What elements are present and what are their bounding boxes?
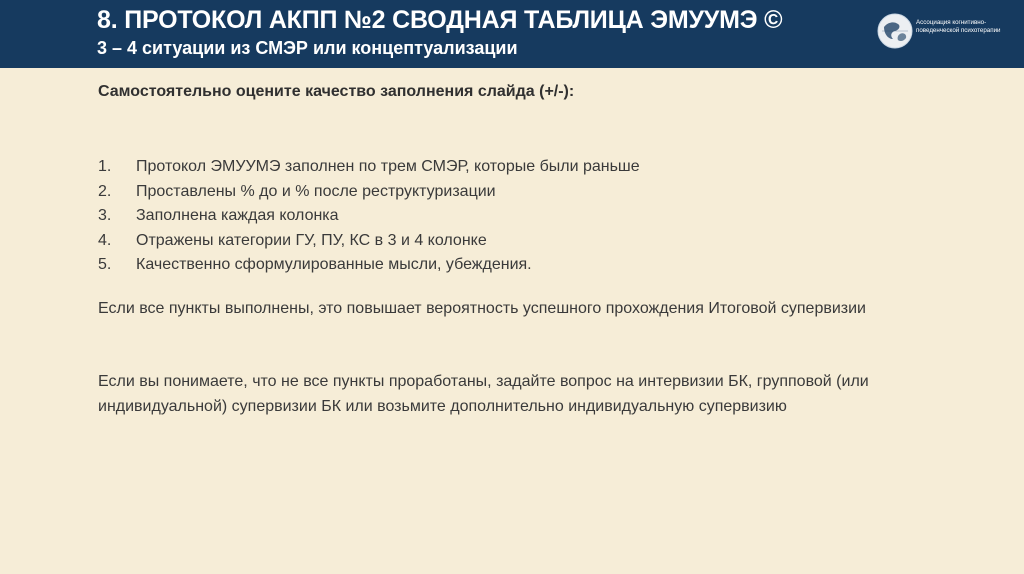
list-item-text: Протокол ЭМУУМЭ заполнен по трем СМЭР, которые были раньше <box>136 158 640 175</box>
logo-text: Ассоциация когнитивно-поведенческой психотерапии <box>916 19 1001 34</box>
list-item-text: Проставлены % до и % после реструктуризации <box>136 182 496 200</box>
list-item-number: 4. <box>98 231 112 249</box>
list-item-number: 5. <box>98 256 112 273</box>
lead-instruction: Самостоятельно оцените качество заполнения слайда (+/-): <box>98 83 575 100</box>
list-item <box>98 204 640 229</box>
list-item-text: Качественно сформулированные мысли, убеждения. <box>136 256 532 273</box>
paragraph-advice: Если вы понимаете, что не все пункты проработаны, задайте вопрос на интервизии БК, групповой (или индивидуальной) супервизии БК или возьмите дополнительно индивидуальную супервизию <box>98 373 869 415</box>
checklist <box>98 155 640 278</box>
slide-title: 8. ПРОТОКОЛ АКПП №2 СВОДНАЯ ТАБЛИЦА ЭМУУМЭ © <box>97 6 783 34</box>
list-item <box>98 155 640 180</box>
paragraph-success: Если все пункты выполнены, это повышает вероятность успешного прохождения Итоговой супервизии <box>98 300 866 317</box>
slide-subtitle: 3 – 4 ситуации из СМЭР или концептуализации <box>97 38 518 58</box>
list-item-number: 2. <box>98 182 112 200</box>
slide-header <box>0 0 1024 68</box>
globe-logo-icon <box>876 12 914 50</box>
list-item-text: Отражены категории ГУ, ПУ, КС в 3 и 4 колонке <box>136 231 487 249</box>
list-item-number: 3. <box>98 207 112 224</box>
list-item-text: Заполнена каждая колонка <box>136 207 339 224</box>
association-logo <box>876 12 1016 52</box>
list-item <box>98 180 640 205</box>
list-item <box>98 229 640 254</box>
list-item-number: 1. <box>98 158 112 175</box>
list-item <box>98 253 640 278</box>
